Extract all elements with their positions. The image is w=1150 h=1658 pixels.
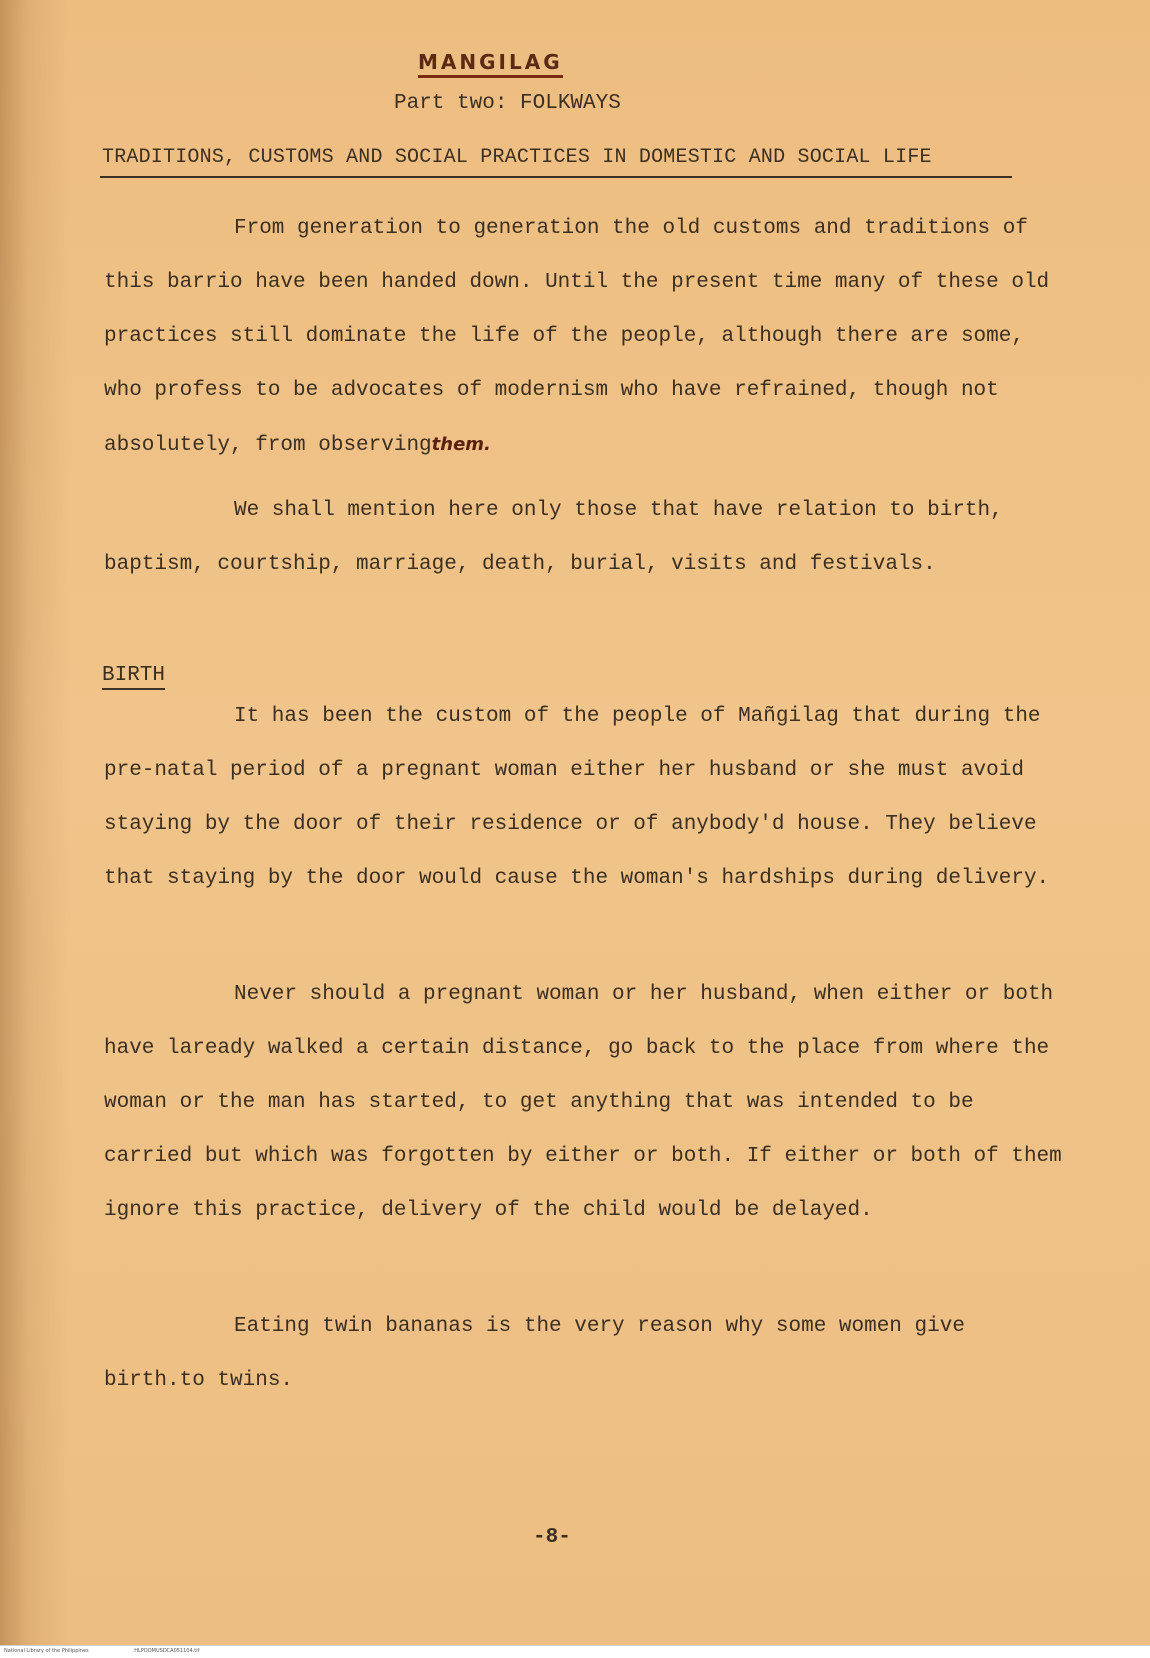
handwritten-title: MANGILAG <box>418 50 563 78</box>
handwritten-insert: them. <box>431 434 491 455</box>
scan-footer <box>0 1645 1150 1658</box>
birth-heading: BIRTH <box>102 664 165 690</box>
birth-paragraph-2: Never should a pregnant woman or her husband, when either or both have laready walked a certain distance, go back to the place from where the woman or the man has started, to get anything that was intended to be carried but which was forgotten by either or both. If either or both of them ignore this practice, delivery of the child would be delayed. <box>104 983 1062 1222</box>
intro-paragraph <box>104 202 1064 473</box>
birth-paragraph-1: It has been the custom of the people of Mañgilag that during the pre-natal period of a pregnant woman either her husband or she must avoid staying by the door of their residence or of anybody'd house. They believe that staying by the door would cause the woman's hardships during delivery. <box>104 705 1050 890</box>
footer-file-id: HLPOOMUSDCA051104.tif <box>134 1648 200 1654</box>
section-title: TRADITIONS, CUSTOMS AND SOCIAL PRACTICES IN DOMESTIC AND SOCIAL LIFE <box>102 146 932 169</box>
birth-paragraph-3: Eating twin bananas is the very reason why some women give birth.to twins. <box>104 1315 965 1392</box>
page-number: -8- <box>533 1526 571 1549</box>
section-underline <box>100 176 1012 178</box>
footer-institution: National Library of the Philippines <box>4 1648 89 1654</box>
part-line: Part two: FOLKWAYS <box>394 92 621 115</box>
scope-paragraph: We shall mention here only those that have relation to birth, baptism, courtship, marriage, death, burial, visits and festivals. <box>104 499 1003 576</box>
intro-text: From generation to generation the old customs and traditions of this barrio have been handed down. Until the present time many of these old practices still dominate the life of the people, although there are some, who profess to be advocates of modernism who have refrained, though not absolutely, from observing <box>104 217 1050 457</box>
